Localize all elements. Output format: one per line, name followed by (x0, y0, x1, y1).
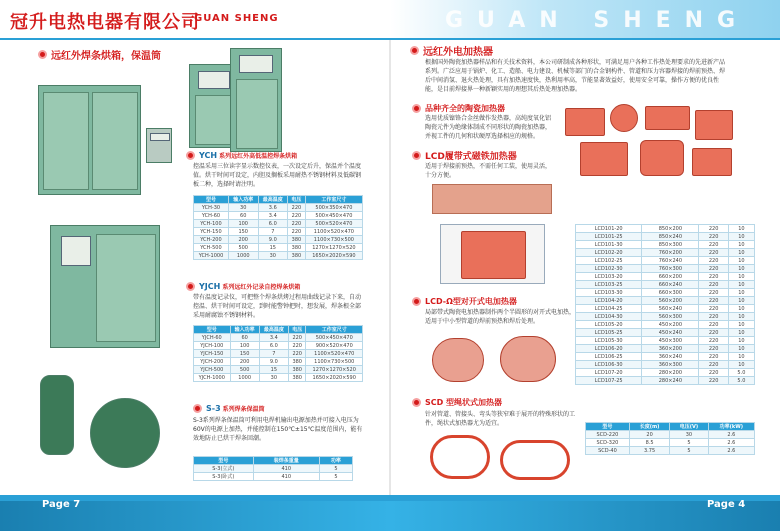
lcd-heater-coil-image (440, 224, 545, 284)
table-cell: 10 (728, 337, 754, 345)
table-row (576, 225, 755, 233)
table-cell: 1270×1270×520 (305, 244, 362, 252)
lcd-crawler-heater-image (432, 184, 552, 214)
table-cell: 10 (728, 353, 754, 361)
table-header-cell: 输入功率 (228, 196, 258, 204)
yjch-title-text: 系列远红外记录自控焊条烘箱 (222, 284, 301, 291)
table-cell: 500×520×470 (305, 220, 362, 228)
table-header-cell: 功率(kW) (708, 423, 754, 431)
table-row (576, 369, 755, 377)
control-box-image (146, 128, 172, 163)
table-cell: 10 (728, 273, 754, 281)
bullet-icon (38, 50, 47, 59)
table-cell: SCD-320 (586, 439, 630, 447)
table-row (576, 265, 755, 273)
table-cell: YCH-60 (194, 212, 229, 220)
table-row (194, 465, 353, 473)
table-cell: 5 (670, 447, 708, 455)
s3-canister-image-upright (40, 375, 74, 455)
table-cell: 5 (670, 439, 708, 447)
table-header-row (586, 423, 755, 431)
table-cell: 15 (258, 244, 288, 252)
table-row (576, 345, 755, 353)
table-row (194, 374, 363, 382)
table-cell: 380 (288, 358, 306, 366)
table-cell: 760×300 (642, 265, 699, 273)
table-cell: 220 (699, 265, 728, 273)
lcd-title-text: LCD履带式磁铁加热器 (425, 152, 517, 162)
table-cell: 60 (228, 212, 258, 220)
table-cell: LCD102-25 (576, 257, 642, 265)
table-cell: 9.0 (258, 236, 288, 244)
table-row (576, 257, 755, 265)
table-cell: LCD102-20 (576, 249, 642, 257)
table-cell: 1100×520×470 (305, 228, 362, 236)
lcdq-description: 局部带式陶瓷电加热器制作两个半圆形的对开式电加热，适用于中小型管道的焊前预热和焊后处理。 (425, 309, 575, 325)
table-cell: 2.6 (708, 447, 754, 455)
table-header-cell: 最高温度 (259, 326, 288, 334)
table-cell: 10 (728, 329, 754, 337)
table-cell: 220 (699, 289, 728, 297)
table-cell: 15 (259, 366, 288, 374)
table-cell: 1650×2020×590 (305, 252, 362, 260)
table-cell: 380 (288, 236, 306, 244)
table-row (586, 431, 755, 439)
table-cell: 100 (228, 220, 258, 228)
table-cell: 1000 (228, 252, 258, 260)
table-row (576, 297, 755, 305)
table-cell: 850×300 (642, 241, 699, 249)
oven-image-large (38, 85, 141, 195)
table-cell: LCD106-20 (576, 345, 642, 353)
ych-title-text: 系列远红外高低温控焊条烘箱 (219, 153, 298, 160)
table-cell: LCD101-20 (576, 225, 642, 233)
table-cell: 220 (699, 273, 728, 281)
ych-description: 控温采用三位读字显示数控仪表，一次设定后升，保温并个温度值。烘干时间可设定，内胆及搁板采用耐热不锈钢材料及低碳钢板二种，选择时请注明。 (193, 163, 362, 188)
table-cell: 220 (699, 369, 728, 377)
table-cell: 10 (728, 249, 754, 257)
header-watermark: GUAN SHENG (445, 8, 750, 33)
table-cell: LCD105-30 (576, 337, 642, 345)
table-cell: LCD105-20 (576, 321, 642, 329)
lcdq-title-text: LCD-Ω型对开式电加热器 (425, 297, 517, 306)
table-cell: 8.5 (629, 439, 669, 447)
section-title-ovens (38, 47, 161, 62)
header-bar (0, 0, 780, 40)
lcd-description: 适用于焊接前预热，不需任何工装，使用灵活，十分方便。 (425, 163, 552, 179)
table-cell: 450×200 (642, 321, 699, 329)
table-cell: LCD105-25 (576, 329, 642, 337)
table-cell: 7 (259, 350, 288, 358)
ceramic-description: 选用优质镍铬合金丝做作发热器，高纯度氧化铝陶瓷元件为绝缘体制成不同形状的陶瓷加热器，并视工件的几何和状硬厚选择相应的规格。 (425, 115, 552, 140)
s3-prefix: S-3 (206, 404, 221, 413)
table-cell: 220 (288, 204, 306, 212)
table-row (194, 228, 363, 236)
table-cell: 30 (258, 252, 288, 260)
table-cell: 30 (259, 374, 288, 382)
table-cell: YCH-30 (194, 204, 229, 212)
table-cell: 380 (288, 366, 306, 374)
table-cell: 410 (253, 465, 319, 473)
table-header-cell: 最高温度 (258, 196, 288, 204)
table-row (576, 241, 755, 249)
lcdq-title (412, 296, 517, 307)
table-cell: SCD-220 (586, 431, 630, 439)
table-cell: YJCH-1000 (194, 374, 231, 382)
table-cell: 10 (728, 321, 754, 329)
table-row (586, 447, 755, 455)
table-cell: LCD101-25 (576, 233, 642, 241)
table-row (194, 366, 363, 374)
table-header-cell: 长度(m) (629, 423, 669, 431)
table-cell: 3.4 (259, 334, 288, 342)
table-cell: 10 (728, 313, 754, 321)
table-row (194, 473, 353, 481)
table-cell: YJCH-500 (194, 366, 231, 374)
table-row (586, 439, 755, 447)
table-cell: LCD107-25 (576, 377, 642, 385)
table-cell: 220 (699, 249, 728, 257)
table-cell: 200 (228, 236, 258, 244)
s3-description: S-3系列焊条保温筒可利用电焊机输出电源加热并可接入电压为60V的电源上加热，并能控制在150℃±15℃温度范围内，能有效地防止已烘干焊条回潮。 (193, 417, 363, 442)
table-header-cell: 工作室尺寸 (306, 326, 363, 334)
table-cell: 220 (288, 220, 306, 228)
table-cell: 220 (699, 257, 728, 265)
table-cell: 220 (288, 342, 306, 350)
table-cell: LCD102-30 (576, 265, 642, 273)
table-cell: 500×350×470 (305, 204, 362, 212)
table-header-row (194, 196, 363, 204)
table-row (576, 249, 755, 257)
table-cell: 7 (258, 228, 288, 236)
table-row (194, 358, 363, 366)
table-cell: 10 (728, 281, 754, 289)
yjch-spec-table (193, 325, 363, 382)
table-cell: 200 (230, 358, 259, 366)
table-cell: 220 (699, 233, 728, 241)
table-cell: 220 (699, 297, 728, 305)
table-cell: SCD-40 (586, 447, 630, 455)
table-cell: LCD104-25 (576, 305, 642, 313)
table-cell: LCD101-30 (576, 241, 642, 249)
table-cell: YJCH-200 (194, 358, 231, 366)
table-cell: LCD107-20 (576, 369, 642, 377)
table-header-row (194, 457, 353, 465)
table-row (194, 252, 363, 260)
table-cell: 150 (228, 228, 258, 236)
table-cell: 560×240 (642, 305, 699, 313)
table-cell: 220 (699, 353, 728, 361)
table-header-cell: 工作室尺寸 (305, 196, 362, 204)
table-cell: 10 (728, 233, 754, 241)
table-cell: 360×240 (642, 353, 699, 361)
ych-prefix: YCH (199, 151, 218, 160)
table-cell: LCD103-25 (576, 281, 642, 289)
table-cell: 360×300 (642, 361, 699, 369)
footer-bar (0, 495, 780, 531)
table-cell: 900×520×470 (306, 342, 363, 350)
table-row (576, 313, 755, 321)
s3-canister-image-horizontal (90, 398, 160, 468)
table-cell: 220 (699, 329, 728, 337)
table-cell: 150 (230, 350, 259, 358)
table-cell: 220 (699, 345, 728, 353)
table-row (194, 244, 363, 252)
table-header-cell: 电压 (288, 326, 306, 334)
scd-title (412, 397, 502, 408)
table-cell: 220 (699, 225, 728, 233)
table-cell: 360×200 (642, 345, 699, 353)
yjch-description: 带有温度记录仪，可把整个焊条烘烤过程用曲线记录下来，自动控温、烘干时间可设定，到时能警钟把时，想发展，焊条根全部采用耐腐蚀不锈钢材料。 (193, 294, 362, 319)
table-cell: 1270×1270×520 (306, 366, 363, 374)
table-cell: YCH-100 (194, 220, 229, 228)
table-cell: 6.0 (258, 220, 288, 228)
table-cell: YCH-150 (194, 228, 229, 236)
table-cell: 10 (728, 289, 754, 297)
yjch-oven-image (50, 225, 160, 348)
table-cell: 1000 (230, 374, 259, 382)
table-cell: 220 (699, 313, 728, 321)
table-cell: 220 (699, 305, 728, 313)
table-row (576, 233, 755, 241)
page-spine (389, 40, 391, 495)
section-title-heaters (410, 43, 493, 58)
table-cell: 850×240 (642, 233, 699, 241)
table-header-cell: 型号 (194, 326, 231, 334)
table-cell: LCD106-25 (576, 353, 642, 361)
table-cell: YJCH-100 (194, 342, 231, 350)
table-cell: 10 (728, 305, 754, 313)
bullet-icon (412, 297, 421, 306)
table-cell: YCH-500 (194, 244, 229, 252)
bullet-icon (193, 404, 202, 413)
table-cell: 3.6 (258, 204, 288, 212)
table-cell: 3.75 (629, 447, 669, 455)
page-number-left: Page 7 (42, 499, 81, 510)
table-cell: 20 (629, 431, 669, 439)
table-cell: 60 (230, 334, 259, 342)
table-row (576, 289, 755, 297)
table-header-cell: 型号 (586, 423, 630, 431)
table-cell: YJCH-60 (194, 334, 231, 342)
table-cell: 220 (699, 321, 728, 329)
table-cell: LCD103-20 (576, 273, 642, 281)
bullet-icon (412, 104, 421, 113)
table-header-cell: 输入功率 (230, 326, 259, 334)
table-row (576, 329, 755, 337)
table-row (194, 204, 363, 212)
section-title-text: 远红外电加热器 (423, 47, 493, 58)
bullet-icon (412, 398, 421, 407)
bullet-icon (410, 46, 419, 55)
table-cell: 5 (319, 465, 352, 473)
table-cell: YCH-1000 (194, 252, 229, 260)
ych-title (186, 151, 297, 160)
table-row (194, 334, 363, 342)
table-cell: 10 (728, 345, 754, 353)
table-cell: 10 (728, 241, 754, 249)
table-cell: 6.0 (259, 342, 288, 350)
table-row (194, 350, 363, 358)
table-cell: YCH-200 (194, 236, 229, 244)
yjch-title (186, 282, 300, 291)
table-cell: 220 (288, 350, 306, 358)
table-cell: 280×200 (642, 369, 699, 377)
table-cell: 2.6 (708, 431, 754, 439)
table-cell: 500×450×470 (305, 212, 362, 220)
table-row (576, 273, 755, 281)
ych-spec-table (193, 195, 363, 260)
scd-spec-table (585, 422, 755, 455)
bullet-icon (186, 282, 195, 291)
table-header-cell: 功率 (319, 457, 352, 465)
table-cell: 1650×2020×590 (306, 374, 363, 382)
table-cell: 1100×730×500 (305, 236, 362, 244)
table-cell: 1100×520×470 (306, 350, 363, 358)
table-row (576, 377, 755, 385)
table-row (576, 353, 755, 361)
table-row (194, 220, 363, 228)
brand-name-en: GUAN SHENG (194, 13, 279, 24)
table-cell: 220 (699, 337, 728, 345)
table-header-cell: 电压 (288, 196, 306, 204)
table-cell: 500 (228, 244, 258, 252)
table-cell: 220 (699, 241, 728, 249)
table-cell: 850×200 (642, 225, 699, 233)
table-cell: LCD104-30 (576, 313, 642, 321)
table-cell: 10 (728, 297, 754, 305)
bullet-icon (412, 151, 421, 160)
table-cell: 10 (728, 225, 754, 233)
table-cell: 220 (699, 281, 728, 289)
yjch-prefix: YJCH (199, 282, 221, 291)
table-cell: YJCH-150 (194, 350, 231, 358)
table-cell: 30 (228, 204, 258, 212)
s3-spec-table (193, 456, 353, 481)
table-cell: 5.0 (728, 369, 754, 377)
table-cell: 660×240 (642, 281, 699, 289)
table-cell: 380 (288, 252, 306, 260)
page-number-right: Page 4 (707, 499, 746, 510)
table-row (576, 305, 755, 313)
table-cell: 450×240 (642, 329, 699, 337)
scd-title-text: SCD 型绳状式加热器 (425, 398, 503, 407)
table-header-cell: 电压(V) (670, 423, 708, 431)
table-cell: 500 (230, 366, 259, 374)
table-header-cell: 装焊条重量 (253, 457, 319, 465)
table-cell: 380 (288, 244, 306, 252)
s3-title-text: 系列焊条保温筒 (222, 406, 265, 413)
table-cell: 220 (288, 334, 306, 342)
table-cell: 660×200 (642, 273, 699, 281)
table-cell: 9.0 (259, 358, 288, 366)
table-cell: 220 (699, 361, 728, 369)
table-cell: 560×300 (642, 313, 699, 321)
table-cell: 3.4 (258, 212, 288, 220)
table-cell: 760×200 (642, 249, 699, 257)
table-cell: 1100×730×500 (306, 358, 363, 366)
table-cell: S-3(立式) (194, 465, 254, 473)
table-cell: 100 (230, 342, 259, 350)
table-row (194, 342, 363, 350)
ceramic-title (412, 103, 505, 114)
table-row (194, 212, 363, 220)
table-cell: 30 (670, 431, 708, 439)
table-cell: 10 (728, 265, 754, 273)
table-cell: 5 (319, 473, 352, 481)
table-cell: 380 (288, 374, 306, 382)
table-row (576, 321, 755, 329)
table-cell: S-3(卧式) (194, 473, 254, 481)
ceramic-title-text: 品种齐全的陶瓷加热器 (425, 104, 505, 113)
table-cell: 660×300 (642, 289, 699, 297)
table-cell: LCD104-20 (576, 297, 642, 305)
table-cell: 500×450×470 (306, 334, 363, 342)
table-cell: 220 (288, 228, 306, 236)
table-cell: 220 (288, 212, 306, 220)
table-cell: LCD103-30 (576, 289, 642, 297)
table-cell: 10 (728, 361, 754, 369)
table-cell: 2.6 (708, 439, 754, 447)
table-cell: 10 (728, 257, 754, 265)
section-title-text: 远红外焊条烘箱，保温筒 (51, 51, 161, 62)
oven-image-tall (230, 48, 282, 152)
table-row (576, 337, 755, 345)
table-header-cell: 型号 (194, 457, 254, 465)
table-header-cell: 型号 (194, 196, 229, 204)
table-row (576, 361, 755, 369)
s3-title (193, 404, 265, 413)
table-cell: 760×240 (642, 257, 699, 265)
heaters-intro: 根据国外陶瓷加热器样品和有关技术资料，本公司研制成各种形状，可满足用户各种工作热处理要求的先进新产品系列。广泛应用于锅炉、化工、造船、电力建设、机械等部门的合金钢构件、管道和压力容器焊接的焊前预热、焊后中间消氢、退火热处理，具有加热速度快，热利用率高，节能显著效益好，使用安全可靠，操作方便的优良性能，是目前焊接界一种新颖实用的理想其后热处理加热器。 (425, 59, 726, 93)
table-cell: 280×240 (642, 377, 699, 385)
table-row (194, 236, 363, 244)
bullet-icon (186, 151, 195, 160)
table-cell: 5.0 (728, 377, 754, 385)
brand-name-cn: 冠升电热电器有限公司 (10, 12, 200, 33)
table-cell: LCD106-30 (576, 361, 642, 369)
lcd-title (412, 149, 517, 162)
table-cell: 410 (253, 473, 319, 481)
table-cell: 560×200 (642, 297, 699, 305)
table-cell: 220 (699, 377, 728, 385)
lcd-spec-table (575, 224, 755, 385)
table-header-row (194, 326, 363, 334)
table-cell: 450×300 (642, 337, 699, 345)
table-row (576, 281, 755, 289)
scd-description: 针对管道、管接头、弯头等狭窄难于展开的特殊形状的工件，绳状式加热器尤为适宜。 (425, 411, 576, 427)
